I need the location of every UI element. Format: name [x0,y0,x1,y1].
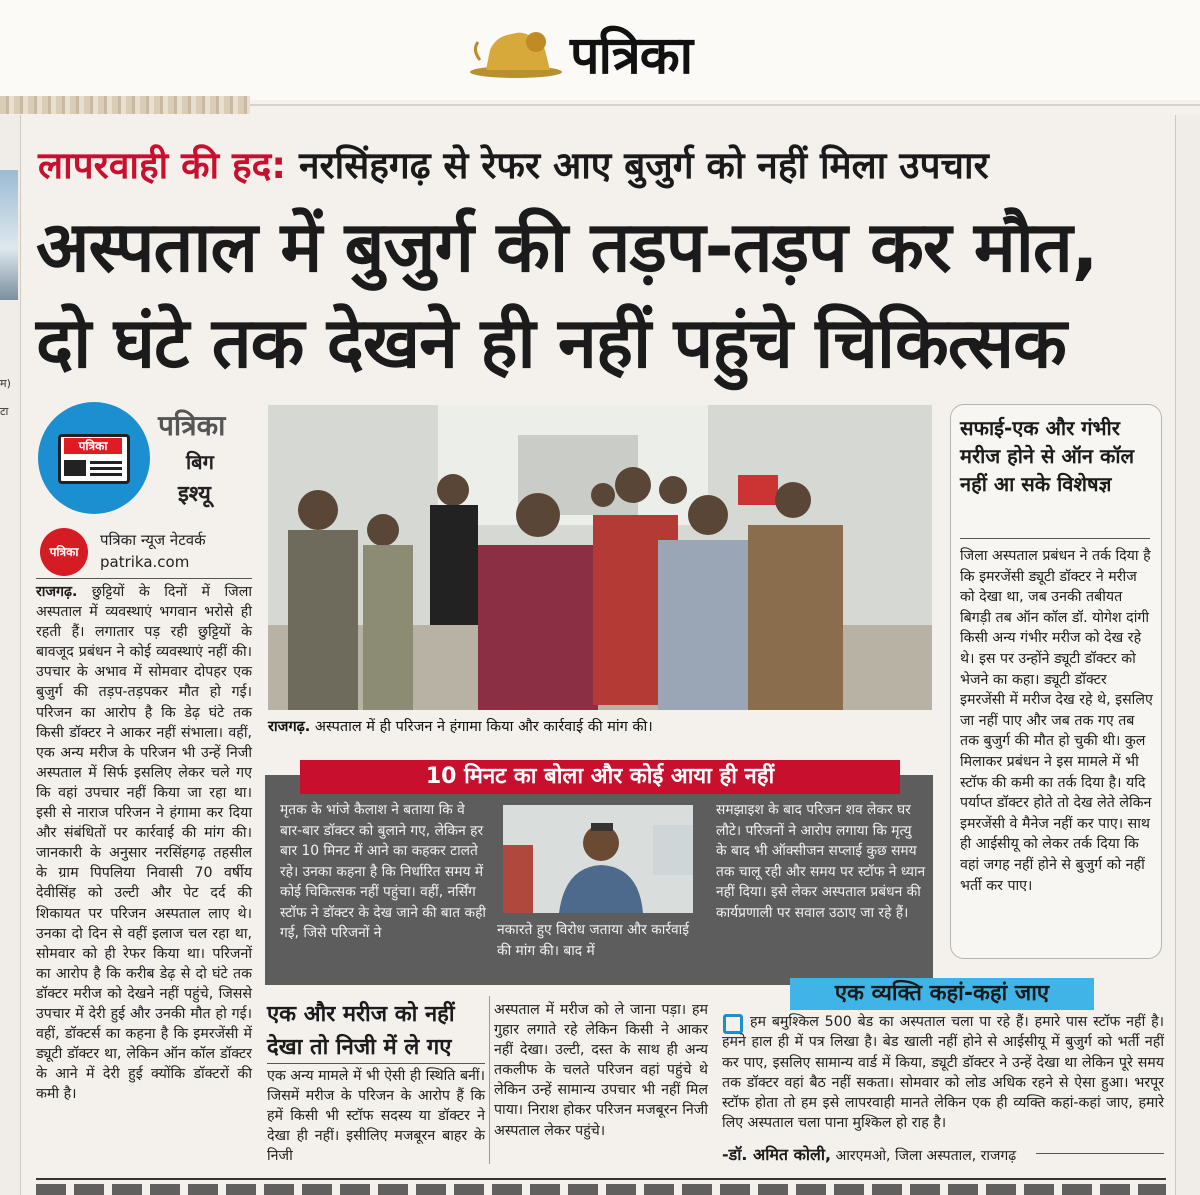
kicker-headline [38,138,989,189]
portrait-image [503,805,693,913]
story-text: छुट्टियों के दिनों में जिला अस्पताल में व्यवस्थाएं भगवान भरोसे ही रहती हैं। लगातार पड़ रही छुट्टियों के बावजूद प्रबंधन ने कोई व्यवस्थाएं नहीं की। उपचार के अभाव में सोमवार दोपहर एक बुजुर्ग की तड़प-तड़पकर मौत हो गई। परिजन का आरोप है कि डेढ़ घंटे तक किसी डॉक्टर ने आकर नहीं संभाला। वहीं, एक अन्य मरीज के परिजन भी उन्हें निजी अस्पताल में सिर्फ इसलिए लेकर चले गए कि वहां उपचार नहीं किया जा रहा था। इसी से नाराज परिजन ने हंगामा कर दिया और संबंधितों पर कार्रवाई की मांग की। जानकारी के अनुसार नरसिंहगढ़ तहसील के ग्राम पिपलिया निवासी 70 वर्षीय देवीसिंह को उल्टी और पेट दर्द की शिकायत पर परिजन अस्पताल लाए थे। उनका दो दिन से वहीं इलाज चल रहा था, सोमवार को ही रेफर किया था। परिजनों का आरोप है कि करीब डेढ़ से दो घंटे तक डॉक्टर मरीज को देखने नहीं पहुंचे, जिससे उपचार में देरी हुई और उनकी मौत हो गई। वहीं, डॉक्टर्स का कहना है कि इमरजेंसी में ड्यूटी डॉक्टर था, लेकिन ऑन कॉल डॉक्टर के आने में देरी हुई क्योंकि डॉक्टरों की कमी है। [36,584,252,1103]
adjacent-page-right [1175,115,1200,1195]
caption-dateline: राजगढ़. [268,719,311,735]
story-body [36,582,252,1104]
lion-emblem-icon [466,20,566,80]
divider [36,578,252,579]
story2-col-1: एक अन्य मामले में भी ऐसी ही स्थिति बनीं। जिसमें मरीज के परिजन के आरोप हैं कि हमें किसी भी स्टॉफ सदस्य या डॉक्टर ने देखा ही नहीं। इसीलिए मजबूरन बाहर के निजी [267,1068,485,1165]
newspaper-brand: पत्रिका [570,26,693,86]
adjacent-text: म) [0,377,11,390]
torn-paper-edge [0,96,250,114]
badge-brand: पत्रिका [158,409,226,442]
quote-body: हम बमुश्किल 500 बेड का अस्पताल चला पा रहे हैं। हमारे पास स्टॉफ नहीं है। हमने हाल ही में पत्र लिखा है। बेड खाली नहीं होने से आईसीयू में बुजुर्ग को भर्ती नहीं कर पाए, इसलिए सामान्य वार्ड में किया, ड्यूटी डॉक्टर ने उन्हें देखा था लेकिन पूरे समय तक डॉक्टर वहां बैठ नहीं सकता। सोमवार को लोड अधिक रहने से ऐसा हुआ। भरपूर स्टॉफ होता तो हम इसे लापरवाही मानते लेकिन एक ही व्यक्ति कहां-कहां जाए, हमारे लिए अस्पताल चला पाना मुश्किल हो राह है। [722,1014,1164,1132]
byline-url: patrika.com [100,553,190,571]
quote-signature [722,1143,1016,1165]
quote-author-role: आरएमओ, जिला अस्पताल, राजगढ़ [835,1148,1017,1164]
patrika-logo: पत्रिका [40,528,88,576]
badge-issue-label: इश्यू [178,482,211,507]
main-headline-line-2: दो घंटे तक देखने ही नहीं पहुंचे चिकित्सक [36,302,1066,384]
cut-off-next-headline [36,1184,1166,1195]
story2-col-2: अस्पताल में मरीज को ले जाना पड़ा। हम गुहार लगाते रहे लेकिन किसी ने आकर नहीं देखा। उल्टी, दस्त के साथ ही अन्य तकलीफ के चलते परिजन वहां पहुंचे थे लेकिन उन्हें सामान्य उपचार भी नहीं मिल पाया। निराश होकर परिजन मजबूरन निजी अस्पताल लेकर पहुंचे। [494,1002,708,1139]
badge-big-label: बिग [186,450,214,474]
story-dateline: राजगढ़. [36,584,78,600]
divider [267,1063,485,1064]
divider [1036,1153,1164,1154]
quote-title: एक व्यक्ति कहां-कहां जाए [790,978,1094,1010]
kicker-rest: नरसिंहगढ़ से रेफर आए बुजुर्ग को नहीं मिला उपचार [298,144,989,187]
main-headline-line-1: अस्पताल में बुजुर्ग की तड़प-तड़प कर मौत, [36,206,1098,288]
newspaper-icon-label: पत्रिका [64,438,122,454]
kicker-red: लापरवाही की हद [38,144,272,187]
newspaper-lines-icon [64,458,124,480]
column-divider [489,996,490,1164]
grey-box-title: 10 मिनट का बोला और कोई आया ही नहीं [300,760,900,794]
adjacent-text: टा [0,405,9,418]
kicker-separator: : [271,144,287,187]
adjacent-page-image [0,170,18,300]
byline-network: पत्रिका न्यूज नेटवर्क [100,531,206,549]
grey-box-col-3: समझाइश के बाद परिजन शव लेकर घर लौटे। परिजनों ने आरोप लगाया कि मृत्यु के बाद भी ऑक्सीजन सप्लाई कुछ समय तक चालू रही और समय पर स्टॉफ ने ध्यान नहीं दिया। इसे लेकर अस्पताल प्रबंधन की कार्यप्रणाली पर सवाल उठाए जा रहे हैं। [716,802,926,921]
divider [960,538,1150,539]
sidebar-body: जिला अस्पताल प्रबंधन ने तर्क दिया है कि इमरजेंसी ड्यूटी डॉक्टर ने मरीज को देखा था, जब उनकी तबीयत बिगड़ी तब ऑन कॉल डॉ. योगेश दांगी किसी अन्य गंभीर मरीज को देख रहे थे। इस पर उन्होंने ड्यूटी डॉक्टर को भेजने का कहा। ड्यूटी डॉक्टर इमरजेंसी में मरीज देख रहे थे, इसलिए जा नहीं पाए और जब तक गए तब तक बुजुर्ग की मौत हो चुकी थी। कुल मिलाकर प्रबंधन ने इस मामले में भी स्टॉफ की कमी का तर्क दिया है। यदि पर्याप्त डॉक्टर होते तो देख लेते लेकिन इमरजेंसी वे मैनेज नहीं कर पाए। साथ ही आईसीयू को लेकर तर्क दिया कि वहां जगह नहीं होने से बुजुर्ग को नहीं भर्ती कर पाए। [960,548,1153,894]
caption-text: अस्पताल में ही परिजन ने हंगामा किया और कार्रवाई की मांग की। [314,719,653,735]
story2-headline: एक और मरीज को नहीं देखा तो निजी में ले गए [267,1002,455,1060]
hospital-crowd-photo [268,405,932,710]
sidebar-headline: सफाई-एक और गंभीर मरीज होने से ऑन कॉल नहीं आ सके विशेषज्ञ [960,416,1135,496]
grey-box-col-2: नकारते हुए विरोध जताया और कार्रवाई की मांग की। बाद में [497,922,690,959]
news-photo [268,405,932,710]
man-portrait-photo [503,805,693,913]
quote-author: -डॉ. अमित कोली, [722,1145,832,1164]
bottom-divider [36,1178,1166,1180]
photo-caption [268,716,932,736]
masthead-divider [250,104,1200,106]
grey-box-col-1: मृतक के भांजे कैलाश ने बताया कि वे बार-बार डॉक्टर को बुलाने गए, लेकिन हर बार 10 मिनट में आने का कहकर टालते रहे। उनका कहना है कि निर्धारित समय में कोई चिकित्सक नहीं पहुंचा। वहीं, नर्सिंग स्टॉफ ने डॉक्टर के देख जाने की बात कही गई, जिसे परिजनों ने [280,802,486,941]
